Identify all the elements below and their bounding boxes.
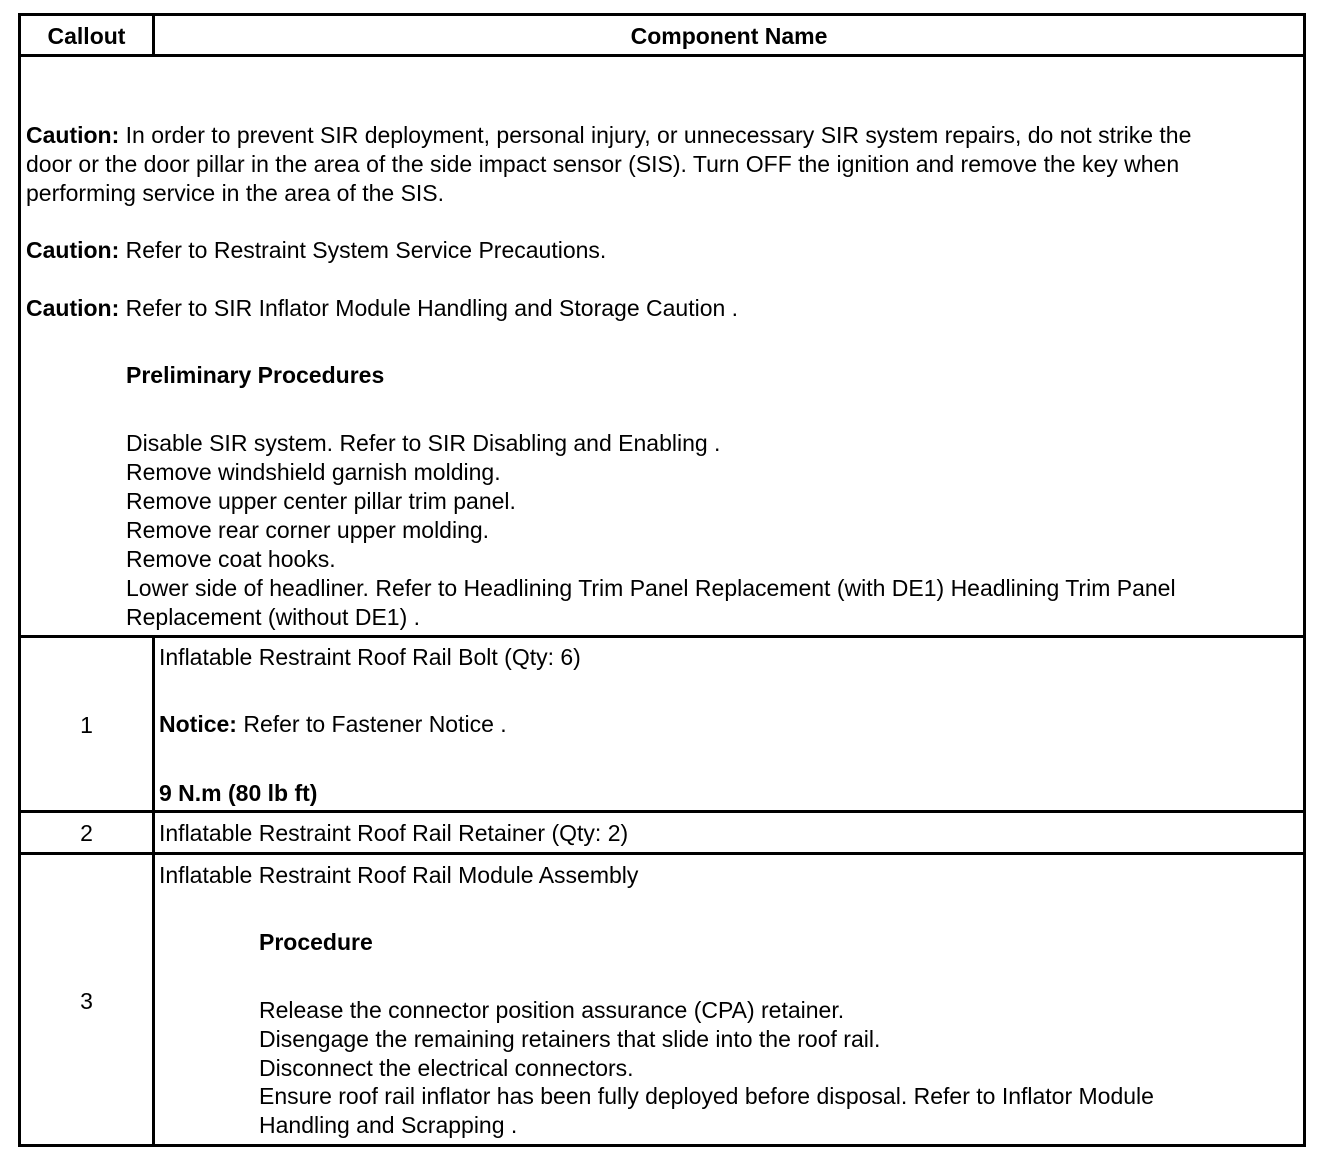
preliminary-step: Remove windshield garnish molding. xyxy=(126,459,501,485)
caution-2 xyxy=(26,236,606,265)
procedure-step: Disconnect the electrical connectors. xyxy=(259,1055,634,1081)
callout-number: 1 xyxy=(80,712,93,738)
procedure-step: Release the connector position assurance (CPA) retainer. xyxy=(259,997,845,1023)
caution-text: In order to prevent SIR deployment, personal injury, or unnecessary SIR system repairs, do not strike the xyxy=(119,122,1192,148)
caution-1-line-3: performing service in the area of the SIS. xyxy=(26,180,445,206)
callout-number: 2 xyxy=(80,820,93,846)
row-divider xyxy=(21,852,1303,855)
procedure-step: Handling and Scrapping . xyxy=(259,1112,518,1138)
component-name: Inflatable Restraint Roof Rail Bolt (Qty: 6) xyxy=(159,644,581,670)
preliminary-step: Remove coat hooks. xyxy=(126,546,336,572)
component-name: Inflatable Restraint Roof Rail Retainer (Qty: 2) xyxy=(159,820,629,846)
caution-label: Caution: xyxy=(26,237,120,263)
procedure-title: Procedure xyxy=(259,929,373,955)
caution-1 xyxy=(26,121,1191,150)
preliminary-step: Lower side of headliner. Refer to Headlining Trim Panel Replacement (with DE1) Headlining Trim Panel xyxy=(126,575,1176,601)
header-divider xyxy=(21,54,1303,57)
callout-number: 3 xyxy=(80,988,93,1014)
caution-text: Refer to SIR Inflator Module Handling and Storage Caution . xyxy=(119,295,739,321)
notice-label: Notice: xyxy=(159,711,237,737)
row-divider xyxy=(21,635,1303,638)
torque-spec: 9 N.m (80 lb ft) xyxy=(159,780,318,806)
caution-text: Refer to Restraint System Service Precautions. xyxy=(119,237,607,263)
preliminary-step: Replacement (without DE1) . xyxy=(126,604,421,630)
preliminary-step: Disable SIR system. Refer to SIR Disabling and Enabling . xyxy=(126,430,721,456)
caution-3 xyxy=(26,294,738,323)
preliminary-step: Remove rear corner upper molding. xyxy=(126,517,490,543)
callout-header: Callout xyxy=(47,23,126,49)
preliminary-procedures-title: Preliminary Procedures xyxy=(126,362,385,388)
component-name-header: Component Name xyxy=(630,23,828,49)
component-name: Inflatable Restraint Roof Rail Module Assembly xyxy=(159,862,639,888)
component-table xyxy=(18,13,1306,1147)
row-divider xyxy=(21,810,1303,813)
procedure-step: Disengage the remaining retainers that slide into the roof rail. xyxy=(259,1026,881,1052)
caution-1-line-2: door or the door pillar in the area of the side impact sensor (SIS). Turn OFF the ignition and remove the key when xyxy=(26,151,1180,177)
notice xyxy=(159,710,507,739)
column-divider xyxy=(152,635,155,1144)
notice-text: Refer to Fastener Notice . xyxy=(236,711,507,737)
preliminary-step: Remove upper center pillar trim panel. xyxy=(126,488,516,514)
procedure-step: Ensure roof rail inflator has been fully deployed before disposal. Refer to Inflator Module xyxy=(259,1083,1154,1109)
caution-label: Caution: xyxy=(26,295,120,321)
caution-label: Caution: xyxy=(26,122,120,148)
